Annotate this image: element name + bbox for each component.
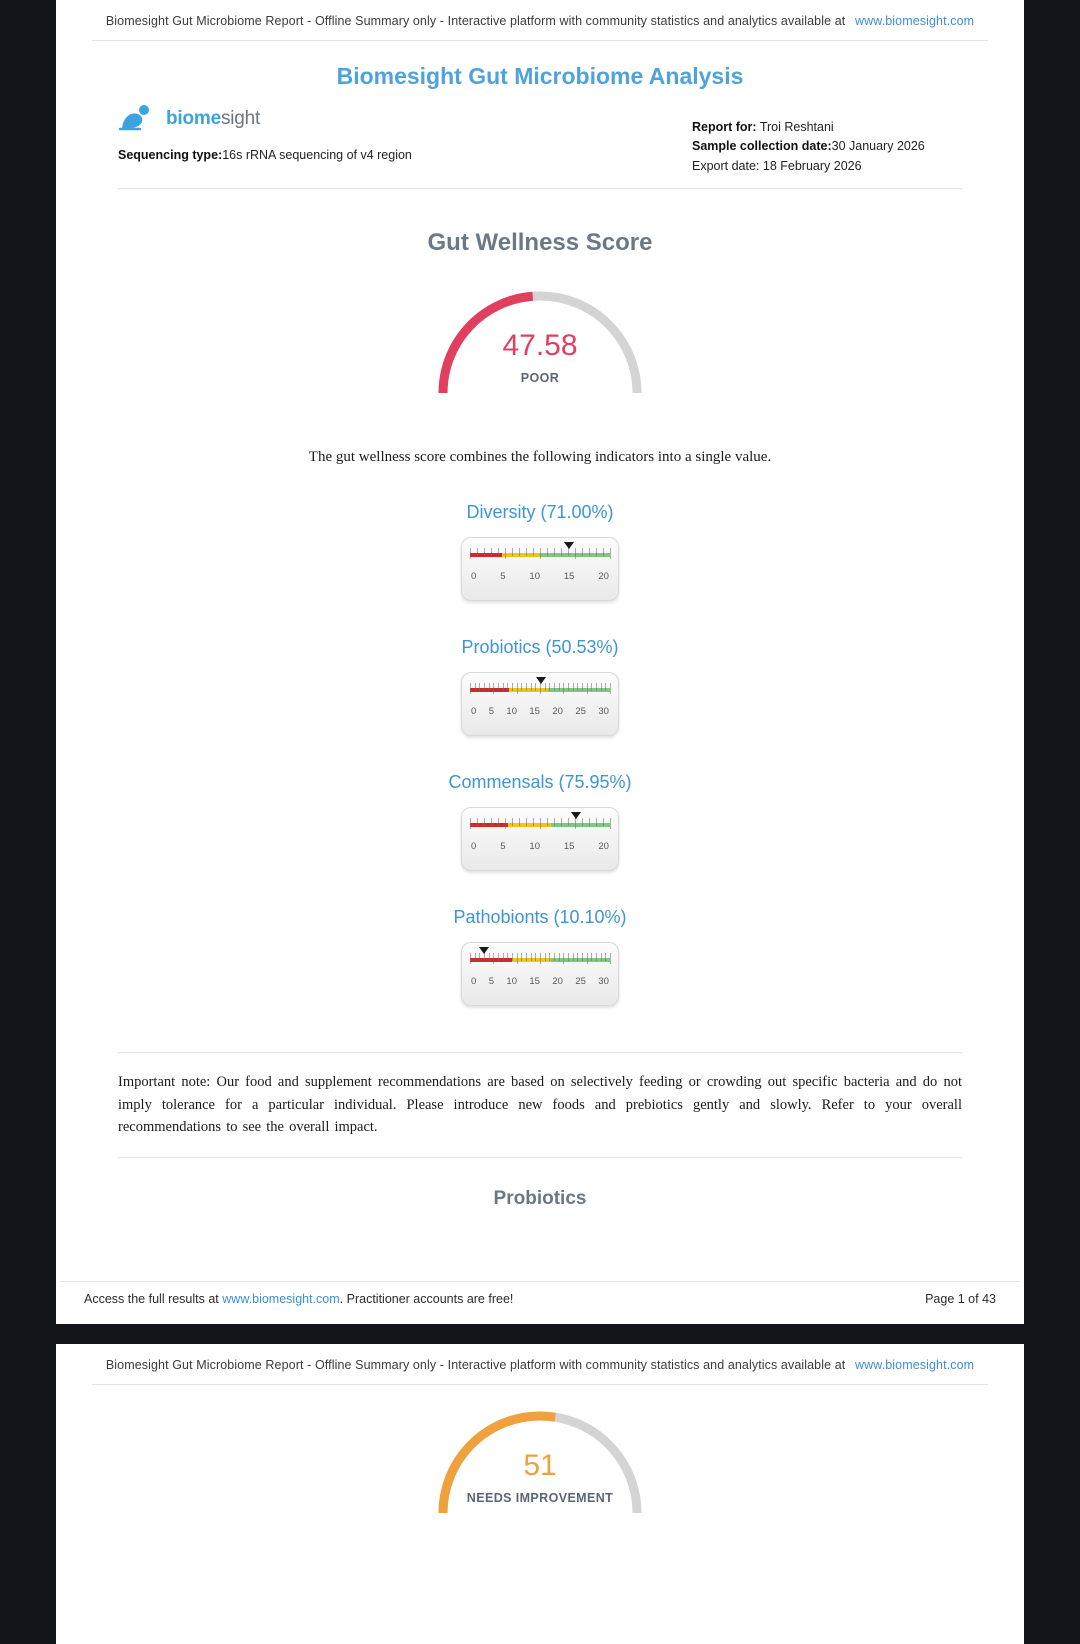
meter-scale	[470, 571, 610, 582]
important-note: Important note: Our food and supplement recommendations are based on selectively feeding or crowding out specific bacteria and do not imply tolerance for a particular individual. Please introduce new foods and prebiotics gently and slowly. Refer to your overall recommendations to see the overall impact.	[118, 1071, 962, 1157]
meter-scale-label: 25	[575, 706, 586, 718]
indicator-commensals	[56, 772, 1024, 871]
meter-scale-label: 25	[575, 976, 586, 988]
brand-wordmark	[166, 108, 260, 130]
meter-tickmarks	[470, 818, 610, 832]
meter-scale	[470, 706, 610, 717]
meter-scale-label: 0	[471, 571, 477, 583]
meter-scale	[470, 841, 610, 852]
section-divider	[118, 1052, 962, 1053]
collection-date-label: Sample collection date:	[692, 139, 832, 154]
meter-color-band	[470, 683, 610, 699]
indicator-title: Pathobionts (10.10%)	[453, 907, 627, 928]
indicator-title: Probiotics (50.53%)	[461, 637, 619, 658]
meter-color-band	[470, 953, 610, 969]
report-for-label: Report for:	[692, 120, 757, 134]
indicator-meter	[461, 942, 619, 1006]
indicator-list	[56, 502, 1024, 1006]
meter-pointer	[536, 677, 546, 684]
meter-scale-label: 10	[506, 976, 517, 988]
meter-scale-label: 30	[598, 976, 609, 988]
meter-scale-label: 5	[488, 976, 494, 988]
meter-scale-label: 10	[506, 706, 517, 718]
page2-gauge-value: 51	[523, 1449, 557, 1482]
meter-scale-label: 0	[471, 976, 477, 988]
brand-primary: biome	[166, 108, 221, 129]
running-head-page2	[92, 1358, 988, 1385]
indicator-probiotics	[56, 637, 1024, 736]
running-head-link-page2[interactable]: www.biomesight.com	[854, 1358, 975, 1372]
indicator-title: Commensals (75.95%)	[448, 772, 632, 793]
indicator-title: Diversity (71.00%)	[466, 502, 614, 523]
meter-scale-label: 15	[529, 976, 540, 988]
sequencing-type-label: Sequencing type:	[118, 148, 223, 162]
meter-scale-label: 0	[471, 841, 477, 853]
gut-wellness-description: The gut wellness score combines the following indicators into a single value.	[308, 449, 772, 466]
meter-scale-label: 30	[598, 706, 609, 718]
meter-scale-label: 0	[471, 706, 477, 718]
export-date-value: 18 February 2026	[762, 158, 862, 173]
meter-tickmarks	[470, 683, 610, 697]
indicator-meter	[461, 537, 619, 601]
running-head-text-page2: Biomesight Gut Microbiome Report - Offline Summary only - Interactive platform with community statistics and analytics available at	[105, 1358, 846, 1372]
collection-date	[692, 137, 962, 156]
meter-scale-label: 5	[500, 571, 506, 583]
gut-wellness-score-rating: POOR	[520, 371, 560, 386]
meter-color-band	[470, 548, 610, 564]
meter-pointer	[564, 542, 574, 549]
footer-text-before: Access the full results at	[84, 1292, 219, 1306]
sequencing-type	[118, 148, 412, 162]
biomesight-logo	[118, 104, 412, 134]
running-head-link[interactable]: www.biomesight.com	[854, 14, 975, 28]
meter-tickmarks	[470, 953, 610, 967]
page2-gauge-rating: NEEDS IMPROVEMENT	[466, 1491, 614, 1505]
footer-access-text	[84, 1292, 513, 1306]
running-head-text: Biomesight Gut Microbiome Report - Offline Summary only - Interactive platform with community statistics and analytics available at	[105, 14, 846, 28]
footer-link[interactable]: www.biomesight.com	[222, 1292, 340, 1306]
indicator-diversity	[56, 502, 1024, 601]
export-date	[692, 157, 962, 176]
meter-scale	[470, 976, 610, 987]
collection-date-value: 30 January 2026	[831, 139, 925, 154]
gut-wellness-gauge	[410, 275, 670, 405]
meter-scale-label: 20	[552, 976, 563, 988]
report-page-2	[56, 1344, 1024, 1644]
indicator-pathobionts	[56, 907, 1024, 1006]
meter-scale-label: 15	[529, 706, 540, 718]
brand-block	[118, 96, 412, 162]
report-for	[692, 118, 962, 137]
meter-scale-label: 15	[563, 571, 575, 583]
indicator-meter	[461, 672, 619, 736]
meter-pointer	[571, 812, 581, 819]
page-footer	[60, 1281, 1020, 1306]
footer-text-after: . Practitioner accounts are free!	[339, 1292, 514, 1306]
meter-scale-label: 15	[563, 841, 575, 853]
meter-color-band	[470, 818, 610, 834]
report-page-1	[56, 0, 1024, 1324]
footer-page-number: Page 1 of 43	[925, 1292, 996, 1306]
meter-scale-label: 20	[552, 706, 563, 718]
sequencing-type-value: 16s rRNA sequencing of v4 region	[222, 148, 412, 162]
report-header	[118, 96, 962, 189]
meter-scale-label: 20	[598, 841, 609, 853]
page2-gauge	[410, 1395, 670, 1525]
meter-pointer	[479, 947, 489, 954]
meter-tickmarks	[470, 548, 610, 562]
logo-mark-icon	[118, 104, 158, 134]
indicator-meter	[461, 807, 619, 871]
gut-wellness-heading: Gut Wellness Score	[427, 229, 653, 257]
report-for-value: Troi Reshtani	[759, 120, 834, 134]
meter-scale-label: 20	[598, 571, 609, 583]
meter-scale-label: 5	[488, 706, 494, 718]
brand-secondary: sight	[220, 108, 261, 129]
meter-scale-label: 10	[529, 571, 540, 583]
report-meta	[692, 96, 962, 176]
meter-scale-label: 10	[529, 841, 540, 853]
meter-scale-label: 5	[500, 841, 506, 853]
running-head	[92, 14, 988, 41]
page-title: Biomesight Gut Microbiome Analysis	[336, 63, 744, 89]
export-date-label: Export date:	[692, 158, 760, 173]
gut-wellness-score-value: 47.58	[502, 329, 578, 363]
probiotics-heading: Probiotics	[493, 1187, 587, 1209]
